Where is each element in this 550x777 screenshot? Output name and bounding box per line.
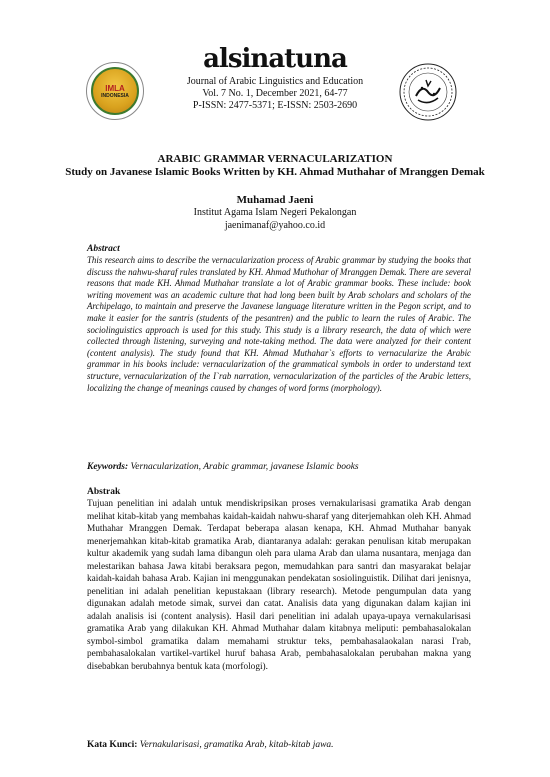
abstract-indonesian <box>87 486 471 673</box>
journal-name: Journal of Arabic Linguistics and Education <box>186 76 364 87</box>
abstrak-heading: Abstrak <box>87 487 121 497</box>
keywords-indonesian <box>87 739 471 751</box>
keywords-english <box>87 461 471 473</box>
journal-volume: Vol. 7 No. 1, December 2021, 64-77 <box>202 88 348 99</box>
author-name: Muhamad Jaeni <box>236 194 314 206</box>
abstract-body: This research aims to describe the vernacularization process of Arabic grammar by studying the books that discuss the nahwu-sharaf rules translated by KH. Ahmad Muthohar of Mranggen Demak. There are several reasons that made KH. Ahmad Muthahar translate a lot of Arabic grammar books. These include: book writing movement was an academic culture that had long been built by Arab scholars and scholars of the Archipelago, to maintain and preserve the Javanese language literature written in the Pegon script, and to make it easier for the santris (students of the pesantren) and the public to learn the rules of Arabic. The sociolinguistics approach is used for this study. This study is a library research, the data of which were collected through listening, surveying and note-taking method. The data were analyzed for their content (content analysis). The study found that KH. Ahmad Muthahar`s efforts to vernacularize the Arabic grammar in his books include: vernacularization of the grammatical symbols in order to understand text structure, vernacularization of the I`rab narration, vernacularization of the particles of the Arabic letters, localizing the change of meanings caused by changes of word forms (morphology). <box>87 255 471 393</box>
article-subtitle: Study on Javanese Islamic Books Written by KH. Ahmad Muthahar of Mranggen Demak <box>65 166 485 178</box>
keywords-label: Keywords: <box>87 462 129 472</box>
keywords-value: Vernacularization, Arabic grammar, javanese Islamic books <box>130 462 359 472</box>
logo-text-imla: IMLA <box>105 83 125 93</box>
abstract-heading: Abstract <box>87 244 120 254</box>
journal-header <box>0 44 550 136</box>
calligraphy-seal-icon <box>398 62 458 122</box>
article-title: ARABIC GRAMMAR VERNACULARIZATION <box>157 153 393 165</box>
kata-kunci-value: Vernakularisasi, gramatika Arab, kitab-kitab jawa. <box>139 740 334 750</box>
abstrak-body: Tujuan penelitian ini adalah untuk mendiskripsikan proses vernakularisasi gramatika Arab dengan melihat kitab-kitab yang membahas kaidah-kaidah nahwu-sharaf yang diterjemahkan oleh KH. Ahmad Muthahar Mranggen Demak. Terdapat beberapa alasan kenapa, KH. Ahmad Muthahar banyak menerjemahkan kitab-kitab gramatika Arab, diantaranya adalah: gerakan penulisan kitab merupakan kultur akademik yang sudah lama dibangun oleh para ulama Arab dan ulama nusantara, menjaga dan melestarikan bahasa Jawa kitabi beraksara pegon, memudahkan para santri dan masyarakat belajar kaidah-kaidah bahasa Arab. Kajian ini menggunakan pendekatan sosiolinguistik. Dilihat dari jenisnya, penelitian ini adalah penelitian kepustakaan (library research). Metode pengumpulan data yang digunakan adalah metode simak, survei dan catat. Analisis data yang digunakan dalam kajian ini adalah analisis isi (content analysis). Hasil dari penelitian ini adalah upaya-upaya vernakularisasi gramatika Arab yang dilakukan KH. Ahmad Muthahar dalam kitabnya meliputi: pembahasalokalan symbol-simbol gramatika dalam memahami struktur teks, pembahasalaokalan narasi I'rab, pembahasalokalan vartikel-vartikel huruf bahasa Arab, pembahasalokalan perubahan makna yang disebabkan berubahnya bentuk kata (morfologi). <box>87 499 471 672</box>
abstract-english <box>87 243 471 394</box>
journal-issn: P-ISSN: 2477-5371; E-ISSN: 2503-2690 <box>192 100 358 111</box>
journal-brand: alsinatuna <box>203 44 347 74</box>
logo-text-indonesia: INDONESIA <box>101 92 129 99</box>
author-email: jaenimanaf@yahoo.co.id <box>224 220 326 231</box>
kata-kunci-label: Kata Kunci: <box>87 740 138 750</box>
author-affiliation: Institut Agama Islam Negeri Pekalongan <box>193 207 357 218</box>
